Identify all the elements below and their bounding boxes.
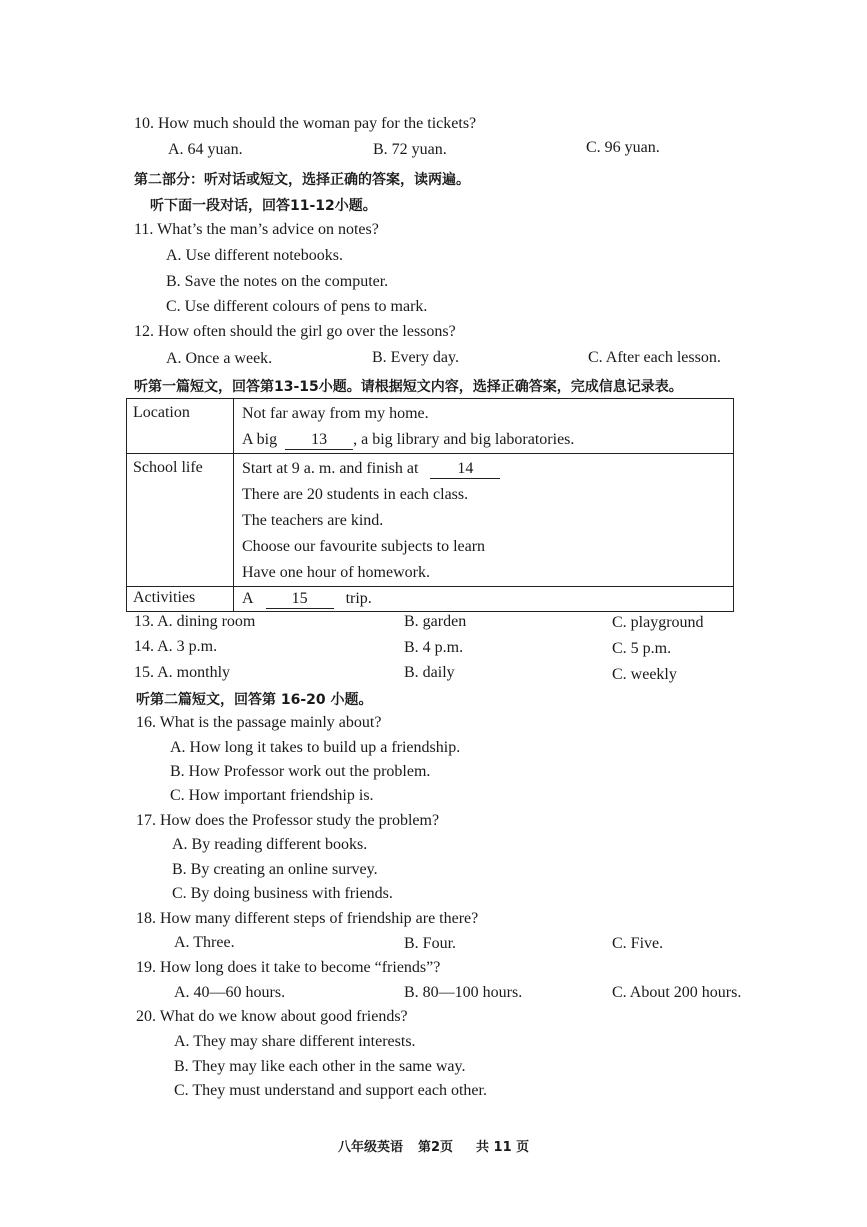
question-15-option-c: C. weekly xyxy=(612,666,677,683)
question-16-option-b: B. How Professor work out the problem. xyxy=(170,763,431,780)
question-19-option-a: A. 40—60 hours. xyxy=(174,984,286,1001)
dialogue-intro: 听下面一段对话，回答11-12小题。 xyxy=(150,198,377,214)
question-14-option-b: B. 4 p.m. xyxy=(404,639,464,656)
school-line-1-pre: Start at 9 a. m. and finish at xyxy=(242,460,419,477)
question-20-stem: 20. What do we know about good friends? xyxy=(136,1008,408,1025)
question-14-option-c: C. 5 p.m. xyxy=(612,640,672,657)
question-13-stem: 13. A. dining room xyxy=(134,613,256,630)
activities-label: Activities xyxy=(127,587,234,612)
school-line-5: Have one hour of homework. xyxy=(242,564,430,581)
question-20-option-a: A. They may share different interests. xyxy=(174,1033,416,1050)
question-16-stem: 16. What is the passage mainly about? xyxy=(136,714,382,731)
blank-13: 13 xyxy=(285,431,353,450)
question-12-option-c: C. After each lesson. xyxy=(588,349,721,366)
question-17-stem: 17. How does the Professor study the problem? xyxy=(136,812,440,829)
school-line-1 xyxy=(242,456,733,482)
question-18-stem: 18. How many different steps of friendship are there? xyxy=(136,910,479,927)
question-18-option-a: A. Three. xyxy=(174,934,235,951)
school-life-label: School life xyxy=(127,454,234,587)
question-17-option-b: B. By creating an online survey. xyxy=(172,861,378,878)
blank-15: 15 xyxy=(266,590,334,609)
school-line-3: The teachers are kind. xyxy=(242,512,384,529)
question-10-option-c: C. 96 yuan. xyxy=(586,139,660,156)
info-record-table xyxy=(126,398,734,612)
location-line-2 xyxy=(242,427,733,453)
question-20-option-b: B. They may like each other in the same way. xyxy=(174,1058,466,1075)
question-13-option-b: B. garden xyxy=(404,613,467,630)
question-10-option-b: B. 72 yuan. xyxy=(373,141,447,158)
question-11-option-a: A. Use different notebooks. xyxy=(166,247,343,264)
question-15-option-b: B. daily xyxy=(404,664,455,681)
passage1-intro: 听第一篇短文，回答第13-15小题。请根据短文内容，选择正确答案，完成信息记录表。 xyxy=(134,379,683,395)
question-10-stem: 10. How much should the woman pay for the tickets? xyxy=(134,115,477,132)
question-12-option-a: A. Once a week. xyxy=(166,350,273,367)
question-11-option-b: B. Save the notes on the computer. xyxy=(166,273,389,290)
school-line-4: Choose our favourite subjects to learn xyxy=(242,538,486,555)
question-16-option-c: C. How important friendship is. xyxy=(170,787,374,804)
activities-line xyxy=(242,587,733,611)
location-line-1: Not far away from my home. xyxy=(242,405,429,422)
activities-pre: A xyxy=(242,590,254,607)
passage2-intro: 听第二篇短文，回答第 16-20 小题。 xyxy=(136,692,373,708)
question-12-option-b: B. Every day. xyxy=(372,349,459,366)
footer-page-number: 第2页 xyxy=(418,1140,454,1155)
school-line-2: There are 20 students in each class. xyxy=(242,486,469,503)
table-row-activities xyxy=(127,587,734,612)
school-life-content xyxy=(234,454,734,587)
question-17-option-a: A. By reading different books. xyxy=(172,836,368,853)
question-16-option-a: A. How long it takes to build up a friendship. xyxy=(170,739,461,756)
footer-subject: 八年级英语 xyxy=(338,1140,404,1155)
question-15-stem: 15. A. monthly xyxy=(134,664,231,681)
question-17-option-c: C. By doing business with friends. xyxy=(172,885,393,902)
question-18-option-c: C. Five. xyxy=(612,935,664,952)
activities-content xyxy=(234,587,734,612)
question-12-stem: 12. How often should the girl go over the lessons? xyxy=(134,323,456,340)
question-18-option-b: B. Four. xyxy=(404,935,457,952)
question-19-option-b: B. 80—100 hours. xyxy=(404,984,523,1001)
table-row-school-life xyxy=(127,454,734,587)
question-19-option-c: C. About 200 hours. xyxy=(612,984,742,1001)
question-10-option-a: A. 64 yuan. xyxy=(168,141,243,158)
blank-14: 14 xyxy=(430,460,500,479)
table-row-location xyxy=(127,399,734,454)
footer-total-pages: 共 11 页 xyxy=(476,1140,530,1155)
location-line-2-post: , a big library and big laboratories. xyxy=(353,431,575,448)
location-line-2-pre: A big xyxy=(242,431,278,448)
question-13-option-c: C. playground xyxy=(612,614,704,631)
question-14-stem: 14. A. 3 p.m. xyxy=(134,638,218,655)
location-label: Location xyxy=(127,399,234,454)
question-20-option-c: C. They must understand and support each other. xyxy=(174,1082,487,1099)
question-11-option-c: C. Use different colours of pens to mark. xyxy=(166,298,428,315)
question-11-stem: 11. What’s the man’s advice on notes? xyxy=(134,221,379,238)
activities-post: trip. xyxy=(345,590,372,607)
location-content xyxy=(234,399,734,454)
part2-heading: 第二部分：听对话或短文，选择正确的答案，读两遍。 xyxy=(134,172,470,188)
question-19-stem: 19. How long does it take to become “friends”? xyxy=(136,959,441,976)
